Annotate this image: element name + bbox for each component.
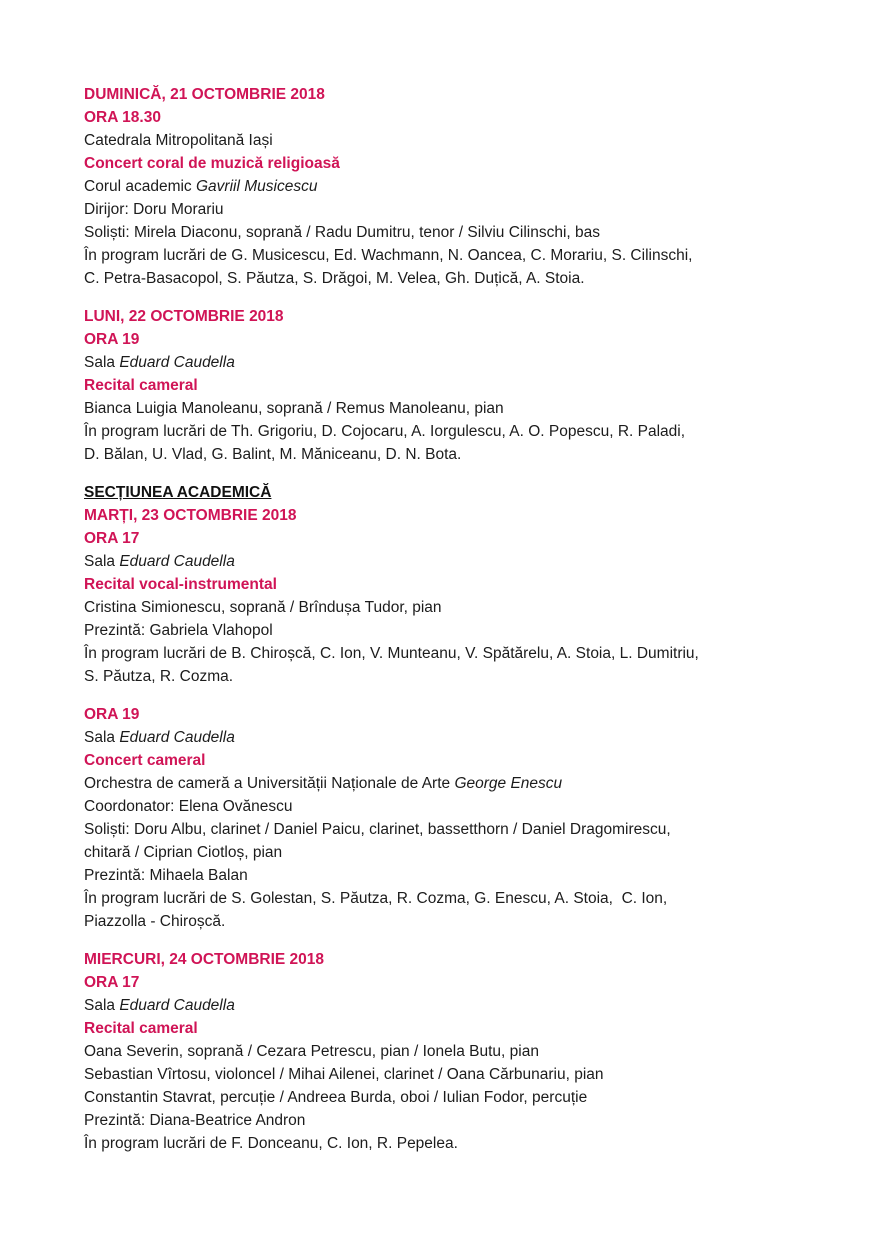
program-line [84,887,804,910]
text-run: Soliști: Doru Albu, clarinet / Daniel Paicu, clarinet, bassetthorn / Daniel Dragomirescu, [84,821,671,838]
text-run: În program lucrări de S. Golestan, S. Păutza, R. Cozma, G. Enescu, A. Stoia, C. Ion, [84,890,668,907]
text-run: ORA 19 [84,331,140,348]
text-run: Dirijor: Doru Morariu [84,201,224,218]
text-run: Eduard Caudella [119,997,235,1014]
program-line [84,221,804,244]
date-heading [84,971,804,994]
text-run: Coordonator: Elena Ovănescu [84,798,293,815]
section-miercuri-24-octombrie [84,948,804,1155]
text-run: În program lucrări de G. Musicescu, Ed. Wachmann, N. Oancea, C. Morariu, S. Cilinschi, [84,247,693,264]
text-run: Recital vocal-instrumental [84,576,277,593]
text-run: Sala [84,553,120,570]
program-line [84,642,804,665]
program-line [84,550,804,573]
program-line [84,910,804,933]
date-heading [84,328,804,351]
text-run: Eduard Caudella [119,553,235,570]
text-run: Sala [84,997,120,1014]
program-line [84,994,804,1017]
program-line [84,198,804,221]
text-run: Concert cameral [84,752,206,769]
program-line [84,772,804,795]
event-title [84,1017,804,1040]
text-run: Prezintă: Mihaela Balan [84,867,248,884]
event-title [84,749,804,772]
section-marti-23-ora-19 [84,703,804,933]
event-title [84,152,804,175]
date-heading [84,527,804,550]
date-heading [84,703,804,726]
text-run: S. Păutza, R. Cozma. [84,668,234,685]
program-line [84,443,804,466]
program-line [84,1109,804,1132]
program-line [84,596,804,619]
program-line [84,267,804,290]
text-run: În program lucrări de B. Chiroșcă, C. Ion, V. Munteanu, V. Spătărelu, A. Stoia, L. Dumitriu, [84,645,699,662]
event-title [84,573,804,596]
text-run: Orchestra de cameră a Universității Naționale de Arte [84,775,455,792]
text-run: Eduard Caudella [119,354,235,371]
program-line [84,420,804,443]
section-luni-22-octombrie [84,305,804,466]
event-title [84,374,804,397]
date-heading [84,106,804,129]
text-run: Catedrala Mitropolitană Iași [84,132,273,149]
date-heading [84,504,804,527]
text-run: ORA 17 [84,530,140,547]
program-line [84,864,804,887]
program-line [84,665,804,688]
program-document [84,83,804,1155]
program-line [84,795,804,818]
text-run: chitară / Ciprian Ciotloș, pian [84,844,283,861]
date-heading [84,83,804,106]
text-run: Sala [84,354,120,371]
date-heading [84,948,804,971]
program-line [84,351,804,374]
text-run: Corul academic [84,178,196,195]
text-run: DUMINICĂ, 21 OCTOMBRIE 2018 [84,86,325,103]
program-line [84,818,804,841]
text-run: ORA 18.30 [84,109,161,126]
text-run: În program lucrări de Th. Grigoriu, D. Cojocaru, A. Iorgulescu, A. O. Popescu, R. Paladi, [84,423,686,440]
text-run: Soliști: Mirela Diaconu, soprană / Radu Dumitru, tenor / Silviu Cilinschi, bas [84,224,601,241]
program-line [84,841,804,864]
text-run: Concert coral de muzică religioasă [84,155,340,172]
text-run: Gavriil Musicescu [196,178,318,195]
text-run: Sala [84,729,120,746]
text-run: Oana Severin, soprană / Cezara Petrescu, pian / Ionela Butu, pian [84,1043,539,1060]
text-run: Prezintă: Gabriela Vlahopol [84,622,273,639]
text-run: SECȚIUNEA ACADEMICĂ [84,484,272,501]
text-run: Cristina Simionescu, soprană / Brîndușa Tudor, pian [84,599,442,616]
program-line [84,129,804,152]
program-line [84,1040,804,1063]
text-run: Sebastian Vîrtosu, violoncel / Mihai Ailenei, clarinet / Oana Cărbunariu, pian [84,1066,604,1083]
text-run: MARȚI, 23 OCTOMBRIE 2018 [84,507,297,524]
program-line [84,244,804,267]
section-heading [84,481,804,504]
program-line [84,175,804,198]
text-run: În program lucrări de F. Donceanu, C. Ion, R. Pepelea. [84,1135,458,1152]
text-run: Piazzolla - Chiroșcă. [84,913,226,930]
text-run: Constantin Stavrat, percuție / Andreea Burda, oboi / Iulian Fodor, percuție [84,1089,588,1106]
section-sectiunea-academica-marti-23 [84,481,804,688]
text-run: C. Petra-Basacopol, S. Păutza, S. Drăgoi, M. Velea, Gh. Duțică, A. Stoia. [84,270,585,287]
program-line [84,397,804,420]
program-line [84,619,804,642]
text-run: LUNI, 22 OCTOMBRIE 2018 [84,308,284,325]
text-run: Eduard Caudella [119,729,235,746]
text-run: MIERCURI, 24 OCTOMBRIE 2018 [84,951,325,968]
text-run: Prezintă: Diana-Beatrice Andron [84,1112,306,1129]
text-run: ORA 17 [84,974,140,991]
text-run: Recital cameral [84,1020,198,1037]
date-heading [84,305,804,328]
program-line [84,1086,804,1109]
program-line [84,1132,804,1155]
text-run: Bianca Luigia Manoleanu, soprană / Remus Manoleanu, pian [84,400,504,417]
section-duminica-21-octombrie [84,83,804,290]
program-line [84,726,804,749]
text-run: Recital cameral [84,377,198,394]
text-run: ORA 19 [84,706,140,723]
program-line [84,1063,804,1086]
text-run: D. Bălan, U. Vlad, G. Balint, M. Măniceanu, D. N. Bota. [84,446,462,463]
text-run: George Enescu [454,775,563,792]
